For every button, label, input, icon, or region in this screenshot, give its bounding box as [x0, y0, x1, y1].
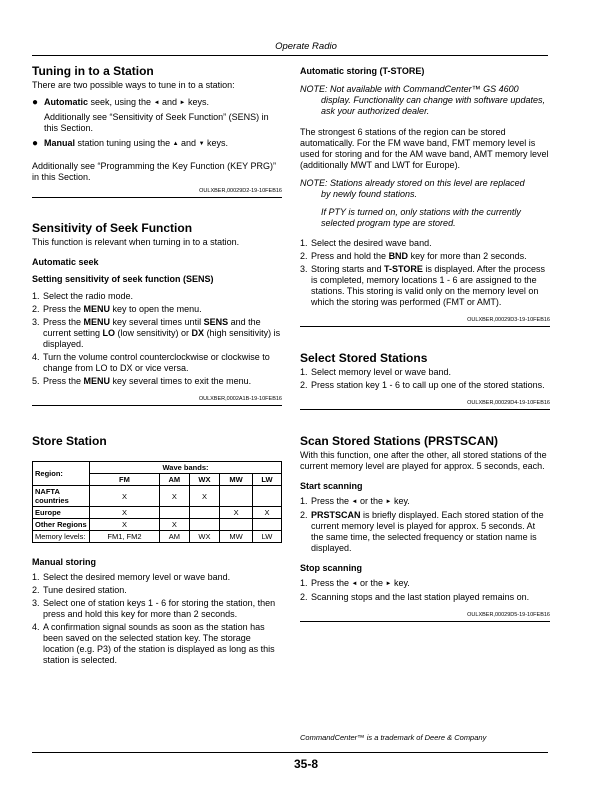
right-triangle-icon: ►: [385, 499, 392, 505]
section-rule: [32, 405, 282, 406]
section-rule: [300, 621, 550, 622]
footer-rule: [32, 752, 548, 753]
manual-storing-steps: [32, 572, 282, 666]
region-header: Region:: [33, 462, 90, 486]
table-row: Europe X X X: [33, 507, 282, 519]
reference-code: OULXBER,00029D3-19-10FEB16: [467, 317, 550, 323]
scan-title: Scan Stored Stations (PRSTSCAN): [300, 434, 499, 448]
running-header: Operate Radio: [275, 41, 337, 52]
trademark-note: CommandCenter™ is a trademark of Deere & Company: [300, 733, 487, 742]
tuning-list: [32, 97, 282, 150]
stop-scanning-steps: [300, 578, 550, 603]
list-item: 5. Press the MENU key several times to exit the menu.: [32, 376, 252, 386]
stop-scanning-heading: Stop scanning: [300, 563, 363, 573]
note-replace-cont: by newly found stations.: [321, 189, 418, 199]
left-triangle-icon: ◄: [351, 499, 358, 505]
store-title: Store Station: [32, 434, 107, 448]
list-item: 4. Turn the volume control counterclockwise or clockwise to change from LO to DX or vice versa.: [32, 352, 270, 373]
start-scanning-steps: [300, 496, 550, 554]
list-item: 1. Select memory level or wave band.: [300, 367, 452, 377]
note-pty: If PTY is turned on, only stations with the currently selected program type are stored.: [321, 207, 521, 228]
autostore-steps: [300, 238, 550, 308]
scan-intro: With this function, one after the other, all stored stations of the current memory level are played for approx. 5 seconds, each.: [300, 450, 547, 471]
autostore-section: [300, 66, 550, 327]
col-am: AM: [159, 474, 189, 486]
col-mw: MW: [220, 474, 253, 486]
bullet-icon: ●: [32, 97, 39, 108]
sens-heading: Setting sensitivity of seek function (SENS): [32, 274, 214, 284]
list-item: 2. Press the MENU key to open the menu.: [32, 304, 202, 314]
table-row: Other Regions X X: [33, 519, 282, 531]
sensitivity-section: [32, 221, 282, 406]
col-fm: FM: [90, 474, 160, 486]
note-gs4600: NOTE: Not available with CommandCenter™ GS 4600: [300, 84, 519, 94]
manual-storing-heading: Manual storing: [32, 557, 97, 567]
section-rule: [300, 409, 550, 410]
table-row: NAFTA countries X X X: [33, 486, 282, 507]
tuning-b1-sub: Additionally see “Sensitivity of Seek Function” (SENS) in this Section.: [44, 112, 269, 133]
left-triangle-icon: ◄: [153, 100, 160, 106]
sensitivity-intro: This function is relevant when turning in to a station.: [32, 237, 240, 247]
list-item: 3. Storing starts and T-STORE is displayed. After the process is completed, memory locations 1 - 6 are assigned to the stations. This storing is valid only on the memory level on which the storing was performed (FMT or AMT).: [300, 264, 545, 307]
scan-section: [300, 434, 550, 622]
sensitivity-title: Sensitivity of Seek Function: [32, 221, 193, 235]
list-item: 3. Select one of station keys 1 - 6 for storing the station, then press and hold this key for more than 2 seconds.: [32, 598, 276, 619]
wave-bands-header: Wave bands:: [90, 462, 282, 474]
reference-code: OULXBER,0002A1B-19-10FEB16: [198, 396, 282, 402]
reference-code: OULXBER,00029D5-19-10FEB16: [467, 612, 550, 618]
list-item: ● Automatic seek, using the ◄ and ► keys. Additionally see “Sensitivity of Seek Function” (SENS) in this Section.: [32, 97, 282, 134]
col-wx: WX: [189, 474, 220, 486]
note-replace: NOTE: Stations already stored on this level are replaced: [300, 178, 525, 188]
section-rule: [32, 197, 282, 198]
page-number: 35-8: [293, 757, 319, 771]
automatic-seek-heading: Automatic seek: [32, 257, 99, 267]
list-item: 3. Press the MENU key several times until SENS and the current setting LO (low sensitivity) or DX (high sensitivity) is displayed.: [32, 317, 281, 349]
tuning-extra: Additionally see “Programming the Key Function (KEY PRG)” in this Section.: [32, 161, 276, 182]
list-item: ● Manual station tuning using the ▲ and ▼ keys.: [32, 138, 229, 149]
left-column: [32, 64, 282, 666]
list-item: 4. A confirmation signal sounds as soon as the station has been saved on the selected station key. The storage location (e.g. P3) of the station is displayed as long as this station is selected.: [32, 622, 275, 665]
right-column: [300, 66, 550, 622]
col-lw: LW: [252, 474, 281, 486]
list-item: 1. Select the desired memory level or wave band.: [32, 572, 231, 582]
down-triangle-icon: ▼: [198, 141, 205, 147]
autostore-para: The strongest 6 stations of the region can be stored automatically. For the FM wave band, FMT memory level is used for storing and for the AM wave band, AMT memory level (additionally MWT and LWT for Europe).: [300, 127, 549, 170]
tuning-intro: There are two possible ways to tune in to a station:: [32, 80, 235, 90]
reference-code: OULXBER,00029D2-19-10FEB16: [199, 188, 282, 194]
list-item: 1. Press the ◄ or the ► key.: [300, 578, 410, 588]
list-item: 2. Tune desired station.: [32, 585, 127, 595]
table-row: Memory levels: FM1, FM2 AM WX MW LW: [33, 531, 282, 543]
select-section: [300, 351, 550, 410]
wave-band-table: [32, 461, 282, 543]
store-section: [32, 434, 282, 666]
up-triangle-icon: ▲: [172, 141, 179, 147]
list-item: 2. PRSTSCAN is briefly displayed. Each stored station of the current memory level is played for approx. 5 seconds. At the same time, the selected frequency or station name is displayed.: [300, 510, 544, 553]
list-item: 1. Select the desired wave band.: [300, 238, 432, 248]
list-item: 2. Press and hold the BND key for more than 2 seconds.: [300, 251, 527, 261]
list-item: 2. Scanning stops and the last station played remains on.: [300, 592, 530, 602]
autostore-title: Automatic storing (T-STORE): [300, 66, 425, 76]
right-triangle-icon: ►: [179, 100, 186, 106]
header-rule: [32, 55, 548, 56]
left-triangle-icon: ◄: [351, 581, 358, 587]
list-item: 1. Select the radio mode.: [32, 291, 134, 301]
select-steps: [300, 367, 550, 391]
note-gs4600-cont: display. Functionality can change with software updates, ask your authorized dealer.: [321, 95, 545, 116]
section-rule: [300, 326, 550, 327]
tuning-section: [32, 64, 282, 198]
start-scanning-heading: Start scanning: [300, 481, 363, 491]
reference-code: OULXBER,00029D4-19-10FEB16: [467, 400, 550, 406]
list-item: 1. Press the ◄ or the ► key.: [300, 496, 410, 506]
tuning-title: Tuning in to a Station: [32, 64, 154, 78]
list-item: 2. Press station key 1 - 6 to call up one of the stored stations.: [300, 380, 545, 390]
bullet-icon: ●: [32, 138, 39, 149]
right-triangle-icon: ►: [385, 581, 392, 587]
sensitivity-steps: [32, 291, 282, 387]
select-title: Select Stored Stations: [300, 351, 428, 365]
